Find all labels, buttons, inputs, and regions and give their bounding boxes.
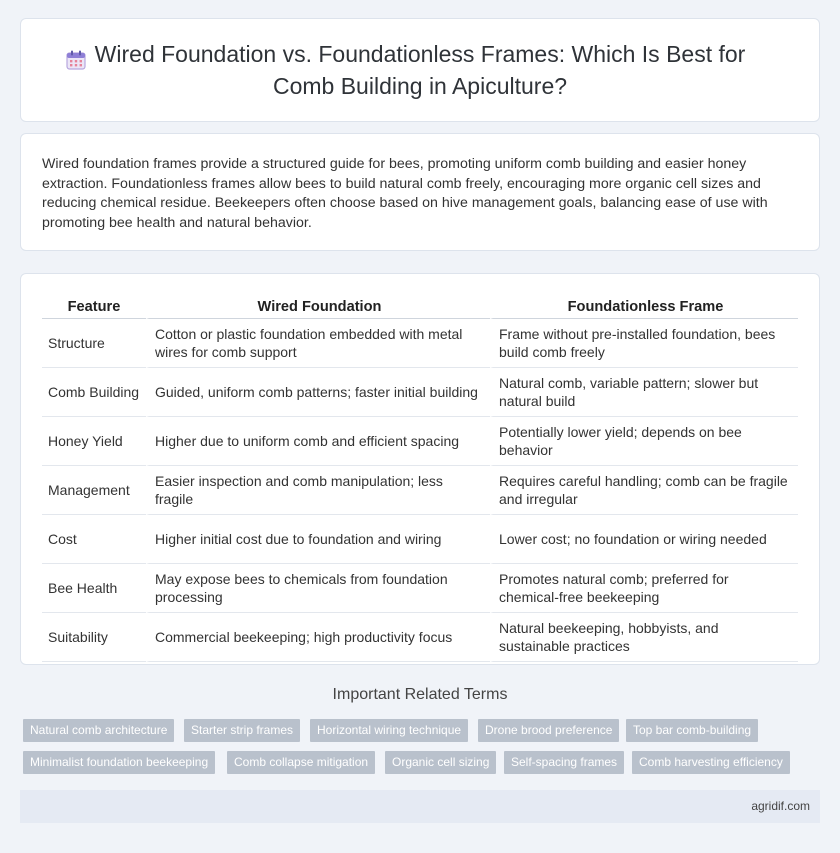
table-row (42, 466, 798, 515)
intro-card (20, 133, 820, 251)
foundationless-cell: Frame without pre-installed foundation, bees build comb freely (490, 319, 798, 368)
header-feature: Feature (42, 296, 146, 319)
feature-cell: Cost (42, 515, 146, 564)
foundationless-cell: Natural comb, variable pattern; slower but natural build (490, 368, 798, 417)
related-term-tag[interactable]: Top bar comb-building (626, 719, 758, 742)
table-row (42, 515, 798, 564)
foundationless-cell: Requires careful handling; comb can be fragile and irregular (490, 466, 798, 515)
foundationless-cell: Potentially lower yield; depends on bee behavior (490, 417, 798, 466)
table-row (42, 368, 798, 417)
table-row (42, 564, 798, 613)
title-card (20, 18, 820, 122)
related-term-tag[interactable]: Organic cell sizing (385, 751, 496, 774)
foundationless-cell: Promotes natural comb; preferred for chemical-free beekeeping (490, 564, 798, 613)
related-term-tag[interactable]: Horizontal wiring technique (310, 719, 468, 742)
related-term-tag[interactable]: Comb collapse mitigation (227, 751, 375, 774)
feature-cell: Bee Health (42, 564, 146, 613)
table-row (42, 319, 798, 368)
related-term-tag[interactable]: Self-spacing frames (504, 751, 624, 774)
wired-cell: Higher initial cost due to foundation and wiring (146, 515, 490, 564)
wired-cell: May expose bees to chemicals from foundation processing (146, 564, 490, 613)
page-title: Wired Foundation vs. Foundationless Frames: Which Is Best for Comb Building in Apiculture? (94, 41, 746, 99)
wired-cell: Easier inspection and comb manipulation; less fragile (146, 466, 490, 515)
related-term-tag[interactable]: Starter strip frames (184, 719, 300, 742)
table-header-row (42, 296, 798, 319)
related-term-tag[interactable]: Natural comb architecture (23, 719, 174, 742)
wired-cell: Cotton or plastic foundation embedded with metal wires for comb support (146, 319, 490, 368)
feature-cell: Comb Building (42, 368, 146, 417)
feature-cell: Honey Yield (42, 417, 146, 466)
related-term-tag[interactable]: Minimalist foundation beekeeping (23, 751, 215, 774)
foundationless-cell: Natural beekeeping, hobbyists, and sustainable practices (490, 613, 798, 662)
footer (20, 790, 820, 823)
header-foundationless: Foundationless Frame (490, 296, 798, 319)
related-term-tag[interactable]: Comb harvesting efficiency (632, 751, 790, 774)
wired-cell: Guided, uniform comb patterns; faster initial building (146, 368, 490, 417)
table-row (42, 417, 798, 466)
table-row (42, 613, 798, 662)
footer-site[interactable]: agridif.com (751, 799, 810, 813)
comparison-card (20, 273, 820, 665)
feature-cell: Management (42, 466, 146, 515)
related-terms-title: Important Related Terms (332, 686, 508, 703)
feature-cell: Structure (42, 319, 146, 368)
comparison-table (42, 296, 798, 662)
related-term-tag[interactable]: Drone brood preference (478, 719, 619, 742)
intro-text: Wired foundation frames provide a structured guide for bees, promoting uniform comb building and easier honey extraction. Foundationless frames allow bees to build natural comb freely, encouraging more organic cell sizes and reducing chemical residue. Beekeepers often choose based on hive management goals, balancing ease of use with promoting bee health and natural behavior. (42, 156, 768, 231)
wired-cell: Higher due to uniform comb and efficient spacing (146, 417, 490, 466)
header-wired: Wired Foundation (146, 296, 490, 319)
feature-cell: Suitability (42, 613, 146, 662)
wired-cell: Commercial beekeeping; high productivity focus (146, 613, 490, 662)
foundationless-cell: Lower cost; no foundation or wiring needed (490, 515, 798, 564)
